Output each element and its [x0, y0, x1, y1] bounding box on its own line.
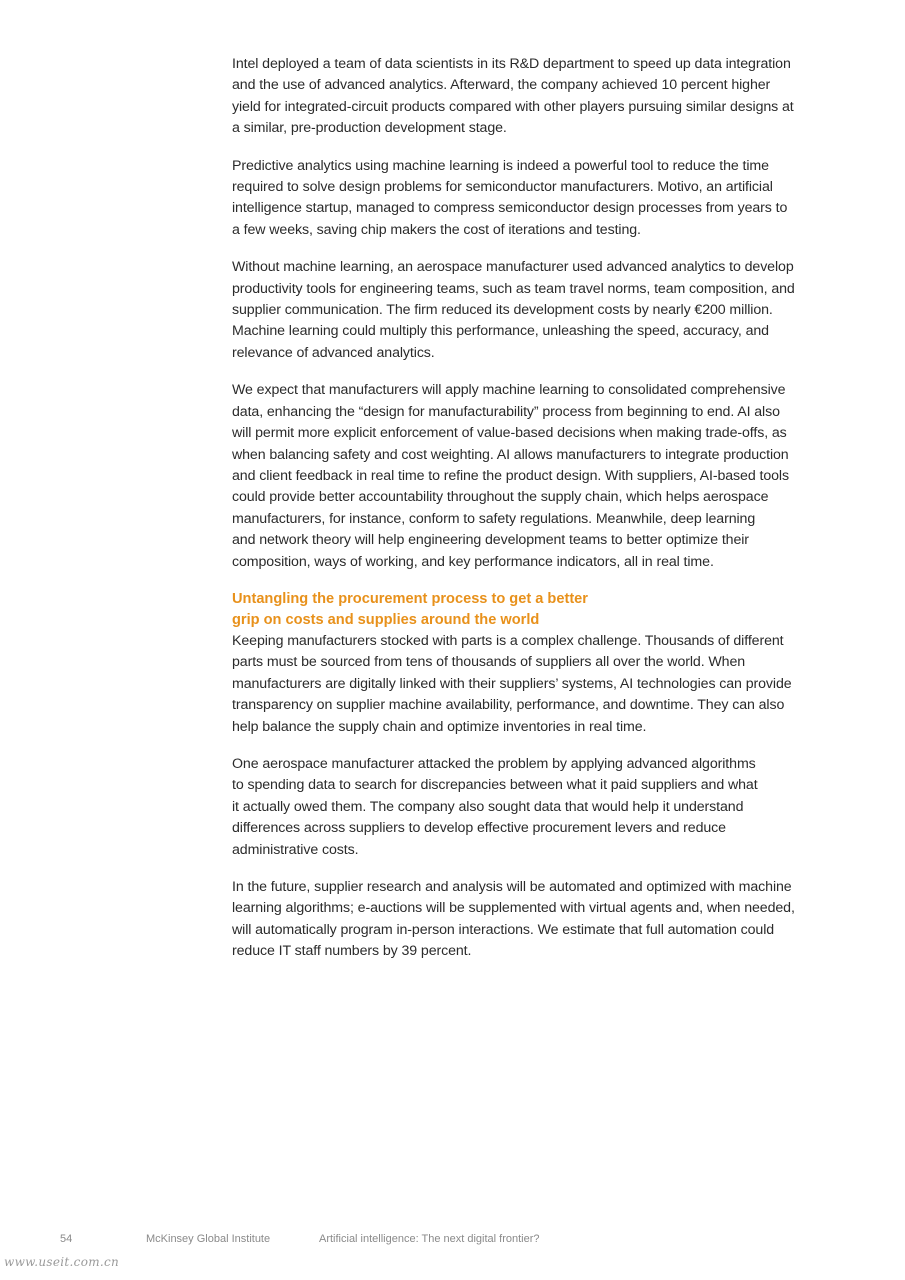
heading-line: grip on costs and supplies around the world: [232, 611, 540, 628]
text-line: manufacturers are digitally linked with their suppliers’ systems, AI technologies can provide: [232, 675, 792, 692]
text-line: relevance of advanced analytics.: [232, 344, 435, 361]
paragraph-aerospace-analytics: [232, 257, 817, 364]
text-line: will permit more explicit enforcement of value-based decisions when making trade-offs, as: [232, 425, 787, 442]
page-number: 54: [60, 1233, 73, 1245]
text-line: supplier communication. The firm reduced its development costs by nearly €200 million.: [232, 302, 773, 319]
text-line: Keeping manufacturers stocked with parts is a complex challenge. Thousands of different: [232, 632, 784, 649]
text-line: and client feedback in real time to refine the product design. With suppliers, AI-based tools: [232, 467, 789, 484]
paragraph-intel: [232, 54, 817, 140]
paragraph-expectations: [232, 380, 817, 573]
text-line: could provide better accountability throughout the supply chain, which helps aerospace: [232, 489, 769, 506]
text-line: a similar, pre-production development stage.: [232, 120, 507, 137]
text-line: One aerospace manufacturer attacked the problem by applying advanced algorithms: [232, 755, 756, 772]
text-line: Machine learning could multiply this performance, unleashing the speed, accuracy, and: [232, 323, 769, 340]
paragraph-procurement-challenge: [232, 631, 817, 738]
text-line: data, enhancing the “design for manufacturability” process from beginning to end. AI also: [232, 403, 780, 420]
text-line: Without machine learning, an aerospace manufacturer used advanced analytics to develop: [232, 259, 794, 276]
text-line: yield for integrated-circuit products compared with other players pursuing similar designs at: [232, 98, 794, 115]
section-heading: [232, 589, 817, 631]
paragraph-spending-discrepancies: [232, 754, 817, 861]
text-line: We expect that manufacturers will apply machine learning to consolidated comprehensive: [232, 382, 786, 399]
heading-line: Untangling the procurement process to get a better: [232, 590, 588, 607]
watermark: www.useit.com.cn: [4, 1255, 120, 1269]
report-title: Artificial intelligence: The next digital frontier?: [319, 1233, 540, 1245]
text-line: intelligence startup, managed to compress semiconductor design processes from years to: [232, 200, 788, 217]
text-line: and the use of advanced analytics. Afterward, the company achieved 10 percent higher: [232, 77, 771, 94]
text-line: will automatically program in-person interactions. We estimate that full automation could: [232, 921, 775, 938]
text-line: Intel deployed a team of data scientists in its R&D department to speed up data integration: [232, 56, 791, 72]
paragraph-predictive-analytics: [232, 156, 817, 242]
text-line: reduce IT staff numbers by 39 percent.: [232, 943, 472, 960]
text-line: when balancing safety and cost weighting. AI allows manufacturers to integrate production: [232, 446, 789, 463]
article-body: [232, 54, 817, 979]
text-line: Predictive analytics using machine learning is indeed a powerful tool to reduce the time: [232, 157, 769, 174]
text-line: administrative costs.: [232, 841, 359, 858]
text-line: learning algorithms; e-auctions will be supplemented with virtual agents and, when needed,: [232, 900, 795, 917]
text-line: a few weeks, saving chip makers the cost of iterations and testing.: [232, 221, 641, 238]
text-line: required to solve design problems for semiconductor manufacturers. Motivo, an artificial: [232, 179, 773, 196]
text-line: manufacturers, for instance, conform to safety regulations. Meanwhile, deep learning: [232, 510, 756, 527]
text-line: and network theory will help engineering development teams to better optimize their: [232, 532, 749, 549]
text-line: transparency on supplier machine availability, performance, and downtime. They can also: [232, 697, 785, 714]
paragraph-future-automation: [232, 877, 817, 963]
page-footer: [0, 1233, 905, 1253]
text-line: it actually owed them. The company also sought data that would help it understand: [232, 798, 744, 815]
text-line: In the future, supplier research and analysis will be automated and optimized with machine: [232, 879, 792, 895]
text-line: help balance the supply chain and optimize inventories in real time.: [232, 718, 647, 735]
text-line: productivity tools for engineering teams, such as team travel norms, team composition, and: [232, 280, 795, 297]
text-line: differences across suppliers to develop effective procurement levers and reduce: [232, 820, 726, 837]
publisher-name: McKinsey Global Institute: [146, 1233, 271, 1245]
text-line: to spending data to search for discrepancies between what it paid suppliers and what: [232, 777, 758, 794]
text-line: parts must be sourced from tens of thousands of suppliers all over the world. When: [232, 654, 746, 671]
text-line: composition, ways of working, and key performance indicators, all in real time.: [232, 553, 714, 570]
